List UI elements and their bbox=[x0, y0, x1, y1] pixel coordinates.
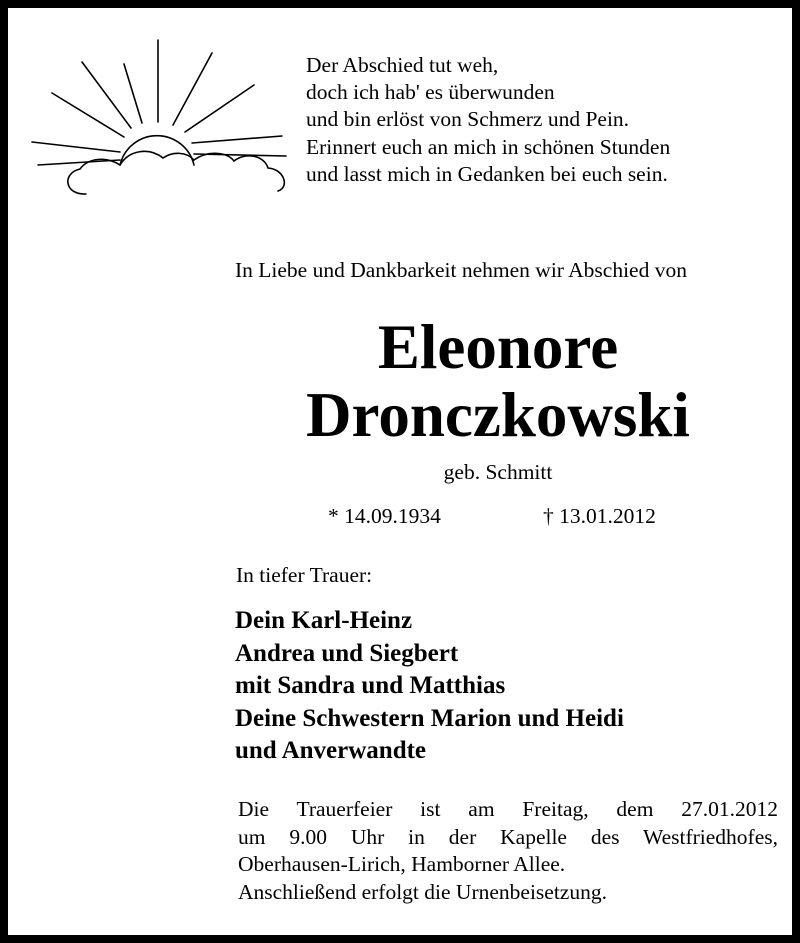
poem-line: Erinnert euch an mich in schönen Stunden bbox=[306, 134, 671, 159]
birth-name: geb. Schmitt bbox=[443, 460, 553, 484]
mourner-entry: mit Sandra und Matthias bbox=[235, 672, 506, 699]
farewell-intro: In Liebe und Dankbarkeit nehmen wir Abschied von bbox=[235, 258, 687, 282]
death-date: † 13.01.2012 bbox=[543, 504, 656, 528]
poem-line: und bin erlöst von Schmerz und Pein. bbox=[306, 107, 630, 132]
rising-sun-cloud-icon bbox=[28, 36, 288, 206]
mourner-entry: Dein Karl-Heinz bbox=[235, 607, 413, 634]
poem-line: doch ich hab' es überwunden bbox=[306, 80, 555, 105]
funeral-notice bbox=[238, 796, 778, 906]
funeral-line: Oberhausen-Lirich, Hamborner Allee. bbox=[238, 852, 566, 876]
poem-line: Der Abschied tut weh, bbox=[306, 53, 499, 77]
mourner-entry: und Anverwandte bbox=[235, 737, 427, 764]
poem-line: und lasst mich in Gedanken bei euch sein. bbox=[306, 161, 668, 186]
funeral-line: Die Trauerfeier ist am Freitag, dem 27.01.2012 bbox=[238, 797, 778, 821]
poem-verse bbox=[306, 52, 670, 188]
birth-date: * 14.09.1934 bbox=[328, 504, 441, 528]
funeral-line: um 9.00 Uhr in der Kapelle des Westfriedhofes, bbox=[238, 824, 778, 849]
mourner-entry: Deine Schwestern Marion und Heidi bbox=[235, 704, 624, 732]
deceased-first-name: Eleonore bbox=[377, 312, 619, 382]
deceased-last-name: Dronczkowski bbox=[306, 380, 690, 450]
mourners-list bbox=[235, 605, 624, 768]
mourner-entry: Andrea und Siegbert bbox=[235, 639, 459, 667]
funeral-line: Anschließend erfolgt die Urnenbeisetzung. bbox=[238, 879, 607, 904]
mourning-label: In tiefer Trauer: bbox=[236, 563, 373, 587]
